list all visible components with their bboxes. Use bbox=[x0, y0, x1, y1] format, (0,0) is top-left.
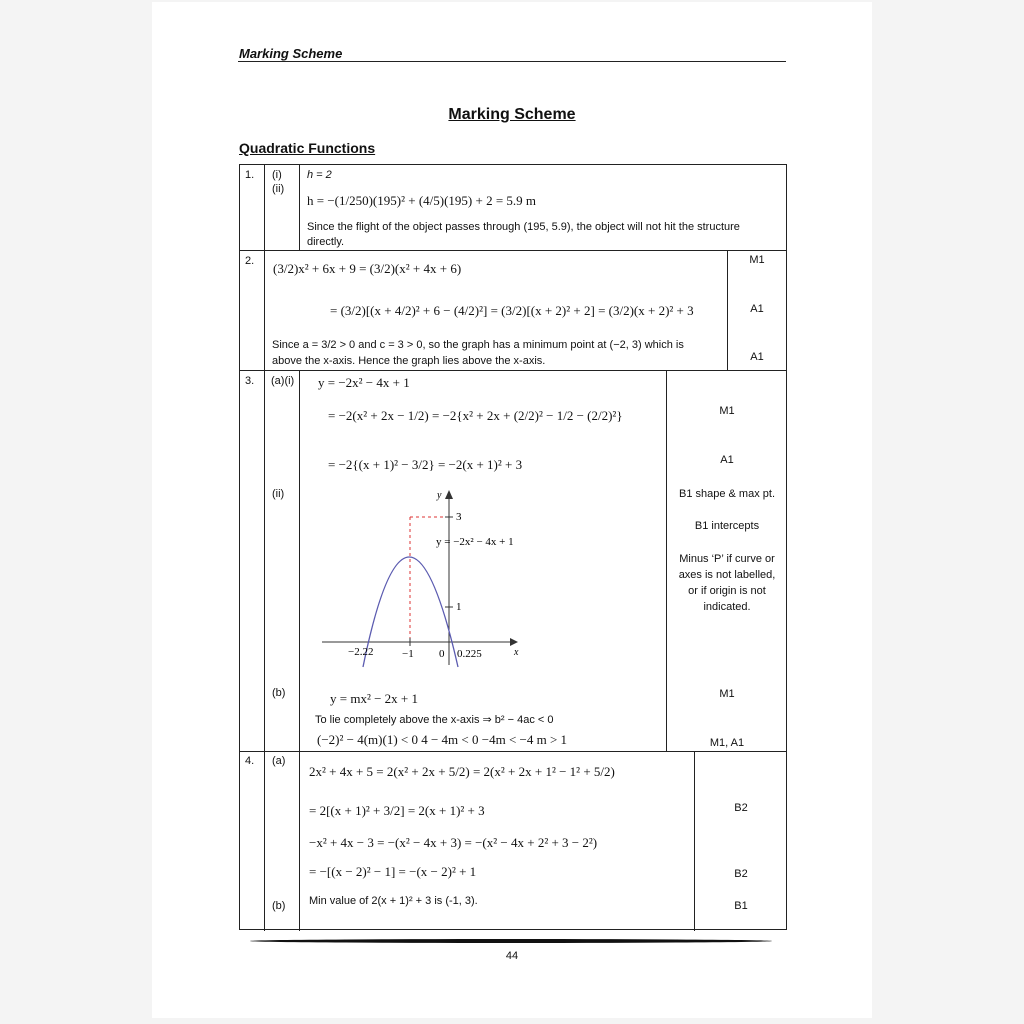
answer-text: h = 2 bbox=[307, 169, 332, 181]
section-title: Quadratic Functions bbox=[239, 140, 376, 156]
tick-label: −2.22 bbox=[348, 646, 374, 658]
answer-equation: (3/2)x² + 6x + 9 = (3/2)(x² + 4x + 6) bbox=[273, 261, 462, 276]
answer-note: above the x-axis. Hence the graph lies above the x-axis. bbox=[272, 355, 546, 367]
tick-label: 3 bbox=[456, 511, 462, 523]
column-divider bbox=[264, 165, 265, 931]
question-number: 1. bbox=[245, 169, 255, 181]
answer-equation: 2x² + 4x + 5 = 2(x² + 2x + 5/2) = 2(x² + 2x + 1² − 1² + 5/2) bbox=[309, 764, 615, 779]
mark-note: or if origin is not bbox=[688, 585, 766, 597]
mark-label: A1 bbox=[720, 454, 734, 466]
answer-equation: −x² + 4x − 3 = −(x² − 4x + 3) = −(x² − 4x + 2² + 3 − 2²) bbox=[309, 835, 598, 850]
answer-equation: = (3/2)[(x + 4/2)² + 6 − (4/2)²] = (3/2)[(x + 2)² + 2] = (3/2)(x + 2)² + 3 bbox=[330, 303, 694, 318]
answer-note: Since the flight of the object passes through (195, 5.9), the object will not hit the structure bbox=[307, 221, 740, 233]
y-axis-arrow bbox=[445, 490, 453, 499]
answer-note: directly. bbox=[307, 236, 345, 248]
tick-label: 1 bbox=[456, 601, 462, 613]
answer-equation: = 2[(x + 1)² + 3/2] = 2(x + 1)² + 3 bbox=[309, 803, 485, 818]
answer-note: To lie completely above the x-axis ⇒ b² − 4ac < 0 bbox=[315, 714, 554, 726]
answer-equation: y = mx² − 2x + 1 bbox=[330, 691, 419, 706]
x-axis-arrow bbox=[510, 638, 518, 646]
running-header: Marking Scheme bbox=[239, 46, 343, 61]
answer-equation: = −[(x − 2)² − 1] = −(x − 2)² + 1 bbox=[309, 864, 477, 879]
mark-label: M1 bbox=[719, 688, 735, 700]
mark-note: Minus ‘P’ if curve or bbox=[679, 553, 775, 565]
row-divider bbox=[240, 250, 786, 251]
row-divider bbox=[240, 751, 786, 752]
part-label: (a)(i) bbox=[271, 375, 295, 387]
tick-label: −1 bbox=[402, 648, 414, 660]
column-divider bbox=[299, 752, 300, 931]
answer-equation: y = −2x² − 4x + 1 bbox=[318, 375, 410, 390]
mark-label: B1 intercepts bbox=[694, 520, 760, 532]
answer-equation: = −2(x² + 2x − 1/2) = −2{x² + 2x + (2/2)² − 1/2 − (2/2)²} bbox=[328, 408, 623, 423]
answer-equation: = −2{(x + 1)² − 3/2} = −2(x + 1)² + 3 bbox=[328, 457, 523, 472]
question-number: 3. bbox=[245, 375, 255, 387]
question-number: 4. bbox=[245, 755, 255, 767]
mark-label: M1 bbox=[719, 405, 735, 417]
part-label: (ii) bbox=[272, 488, 285, 500]
question-number: 2. bbox=[245, 255, 255, 267]
mark-label: B1 shape & max pt. bbox=[679, 488, 775, 500]
row-divider bbox=[240, 370, 786, 371]
part-label: (b) bbox=[272, 687, 286, 699]
mark-label: B2 bbox=[734, 802, 748, 814]
column-divider bbox=[299, 371, 300, 751]
y-axis-label: y bbox=[437, 490, 442, 501]
mark-label: A1 bbox=[750, 351, 764, 363]
answer-equation: h = −(1/250)(195)² + (4/5)(195) + 2 = 5.9 m bbox=[307, 193, 537, 208]
header-rule bbox=[238, 61, 786, 62]
answer-equation: (−2)² − 4(m)(1) < 0 4 − 4m < 0 −4m < −4 m > 1 bbox=[317, 732, 568, 747]
tick-label: 0 bbox=[439, 648, 445, 660]
footer-rule bbox=[250, 939, 772, 943]
page-number: 44 bbox=[505, 950, 519, 962]
part-label: (b) bbox=[272, 900, 286, 912]
mark-note: indicated. bbox=[703, 601, 751, 613]
column-divider bbox=[299, 165, 300, 251]
curve-equation: y = −2x² − 4x + 1 bbox=[436, 536, 514, 548]
tick-label: 0.225 bbox=[457, 648, 482, 660]
mark-label: M1, A1 bbox=[709, 737, 745, 749]
mark-label: A1 bbox=[750, 303, 764, 315]
answer-note: Min value of 2(x + 1)² + 3 is (-1, 3). bbox=[309, 895, 478, 907]
document-page bbox=[152, 2, 872, 1018]
mark-label: B1 bbox=[734, 900, 748, 912]
mark-label: B2 bbox=[734, 868, 748, 880]
marking-table bbox=[239, 164, 787, 930]
mark-note: axes is not labelled, bbox=[678, 569, 776, 581]
page-title: Marking Scheme bbox=[448, 106, 576, 123]
part-label: (ii) bbox=[272, 183, 285, 195]
part-label: (i) bbox=[272, 169, 282, 181]
part-label: (a) bbox=[272, 755, 286, 767]
mark-label: M1 bbox=[749, 254, 765, 266]
parabola-graph bbox=[318, 487, 528, 672]
answer-note: Since a = 3/2 > 0 and c = 3 > 0, so the graph has a minimum point at (−2, 3) which is bbox=[272, 339, 684, 351]
x-axis-label: x bbox=[514, 647, 519, 658]
